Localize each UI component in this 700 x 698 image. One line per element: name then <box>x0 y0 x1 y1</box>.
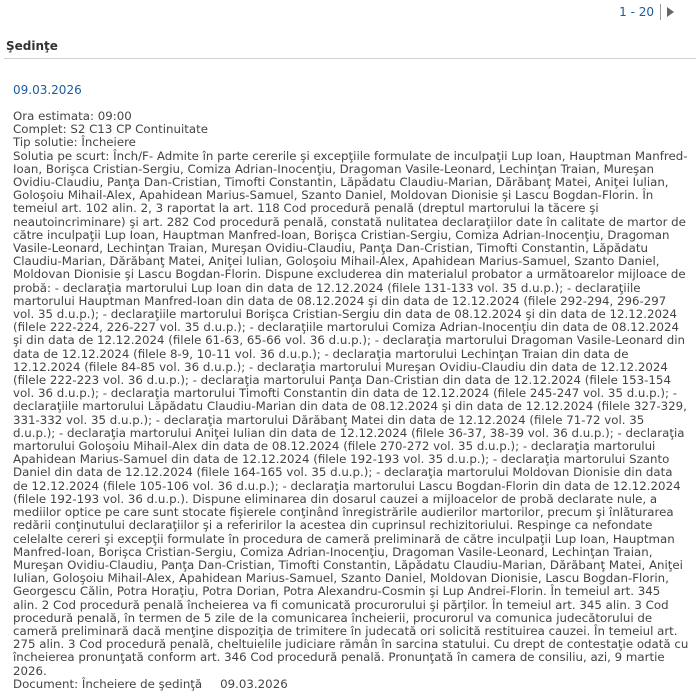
session-details <box>13 110 689 691</box>
section-title: Şedinţe <box>6 39 58 53</box>
complet-value: S2 C13 CP Continuitate <box>70 122 208 137</box>
document-row <box>13 678 689 691</box>
session-date: 09.03.2026 <box>13 83 82 97</box>
tip-value: Încheiere <box>81 135 136 150</box>
page-range: 1 - 20 <box>619 5 654 19</box>
document-value: Încheiere de şedinţă <box>81 676 203 691</box>
solutie-label: Solutia pe scurt: <box>13 148 110 163</box>
ora-label: Ora estimata: <box>13 109 94 123</box>
pager-divider <box>660 4 661 20</box>
tip-label: Tip solutie: <box>13 135 78 150</box>
next-page-icon[interactable] <box>667 7 674 17</box>
pagination <box>619 4 674 20</box>
section-divider <box>4 58 696 59</box>
complet-label: Complet: <box>13 122 67 137</box>
ora-value: 09:00 <box>97 109 132 123</box>
solutie-text: Înch/F- Admite în parte cererile şi excepţiile formulate de inculpaţii Lup Ioan, Hauptman Manfred-Ioan, Borişca Cristian-Sergiu, Comiza Adrian-Inocenţiu, Dragoman Vasile-Leonard, Lechinţan Traian, Mureşan Ovidiu-Claudiu, Panţa Dan-Cristian, Timofti Constantin, Lăpădatu Claudiu-Marian, Dărăbanţ Matei, Aniţei Iulian, Goloşoiu Mihail-Alex, Apahidean Marius-Samuel, Szanto Daniel, Moldovan Dionisie şi Lascu Bogdan-Florin. În temeiul art. 102 alin. 2, 3 raportat la art. 118 Cod procedură penală (dreptul martorului la tăcere şi neautoincriminare) şi art. 282 Cod procedură penală, constată nulitatea declaraţiilor date în calitate de martor de către inculpaţii Lup Ioan, Hauptman Manfred-Ioan, Borişca Cristian-Sergiu, Comiza Adrian-Inocenţiu, Dragoman Vasile-Leonard, Lechinţan Traian, Mureşan Ovidiu-Claudiu, Panţa Dan-Cristian, Timofti Constantin, Lăpădatu Claudiu-Marian, Dărăbanţ Matei, Aniţei Iulian, Goloşoiu Mihail-Alex, Apahidean Marius-Samuel, Szanto Daniel, Moldovan Dionisie şi Lascu Bogdan-Florin. Dispune excluderea din materialul probator a următoarelor mijloace de probă: - declaraţia martorului Lup Ioan din data de 12.12.2024 (filele 131-133 vol. 35 d.u.p.); - declaraţiile martorului Hauptman Manfred-Ioan din data de 08.12.2024 şi din data de 12.12.2024 (filele 292-294, 296-297 vol. 35 d.u.p.); - declaraţiile martorului Borişca Cristian-Sergiu din data de 08.12.2024 şi din data de 12.12.2024 (filele 222-224, 226-227 vol. 35 d.u.p.); - declaraţiile martorului Comiza Adrian-Inocenţiu din data de 08.12.2024 şi din data de 12.12.2024 (filele 61-63, 65-66 vol. 36 d.u.p.); - declaraţia martorului Dragoman Vasile-Leonard din data de 12.12.2024 (filele 8-9, 10-11 vol. 36 d.u.p.); - declaraţia martorului Lechinţan Traian din data de 12.12.2024 (filele 84-85 vol. 36 d.u.p.); - declaraţia martorului Mureşan Ovidiu-Claudiu din data de 12.12.2024 (filele 222-223 vol. 36 d.u.p.); - declaraţia martorului Panţa Dan-Cristian din data de 12.12.2024 (filele 153-154 vol. 36 d.u.p.); - declaraţia martorului Timofti Constantin din data de 12.12.2024 (filele 245-247 vol. 35 d.u.p.); - declaraţiile martorului Lăpădatu Claudiu-Marian din data de 08.12.2024 şi din data de 12.12.2024 (filele 327-329, 331-332 vol. 35 d.u.p.); - declaraţia martorului Dărăbanţ Matei din data de 12.12.2024 (filele 71-72 vol. 35 d.u.p.); - declaraţia martorului Aniţei Iulian din data de 12.12.2024 (filele 36-37, 38-39 vol. 36 d.u.p.); - declaraţia martorului Goloşoiu Mihail-Alex din data de 08.12.2024 (filele 270-272 vol. 35 d.u.p.); - declaraţia martorului Apahidean Marius-Samuel din data de 12.12.2024 (filele 192-193 vol. 35 d.u.p.); - declaraţia martorului Szanto Daniel din data de 12.12.2024 (filele 164-165 vol. 35 d.u.p.); - declaraţia martorului Moldovan Dionisie din data de 12.12.2024 (filele 105-106 vol. 36 d.u.p.); - declaraţia martorului Lascu Bogdan-Florin din data de 12.12.2024 (filele 192-193 vol. 36 d.u.p.). Dispune eliminarea din dosarul cauzei a mijloacelor de probă declarate nule, a mediilor optice pe care sunt stocate fişierele conţinând înregistrările audierilor martorilor, precum şi înlăturarea redării conţinutului declaraţiilor şi a referirilor la acestea din cuprinsul rechizitoriului. Respinge ca nefondate celelalte cereri şi excepţii formulate în procedura de cameră preliminară de către inculpaţii Lup Ioan, Hauptman Manfred-Ioan, Borişca Cristian-Sergiu, Comiza Adrian-Inocenţiu, Dragoman Vasile-Leonard, Lechinţan Traian, Mureşan Ovidiu-Claudiu, Panţa Dan-Cristian, Timofti Constantin, Lăpădatu Claudiu-Marian, Dărăbanţ Matei, Aniţei Iulian, Goloşoiu Mihail-Alex, Apahidean Marius-Samuel, Szanto Daniel, Moldovan Dionisie, Lascu Bogdan-Florin, Georgescu Călin, Potra Horaţiu, Potra Dorian, Potra Alexandru-Cosmin şi Lup Andrei-Florin. În temeiul art. 345 alin. 2 Cod procedură penală încheierea va fi comunicată procurorului şi părţilor. În temeiul art. 345 alin. 3 Cod procedură penală, în termen de 5 zile de la comunicarea încheierii, procurorul va comunica judecătorului de cameră preliminară dacă menţine dispoziţia de trimitere în judecată ori solicită restituirea cauzei. În temeiul art. 275 alin. 3 Cod procedură penală, cheltuielile judiciare rămân în sarcina statului. Cu drept de contestaţie odată cu încheierea pronunţată conform art. 346 Cod procedură penală. Pronunţată în camera de consiliu, azi, 9 martie 2026. <box>13 148 689 678</box>
document-date: 09.03.2026 <box>220 676 288 691</box>
document-label: Document: <box>13 676 79 691</box>
solutie-row <box>13 150 689 678</box>
